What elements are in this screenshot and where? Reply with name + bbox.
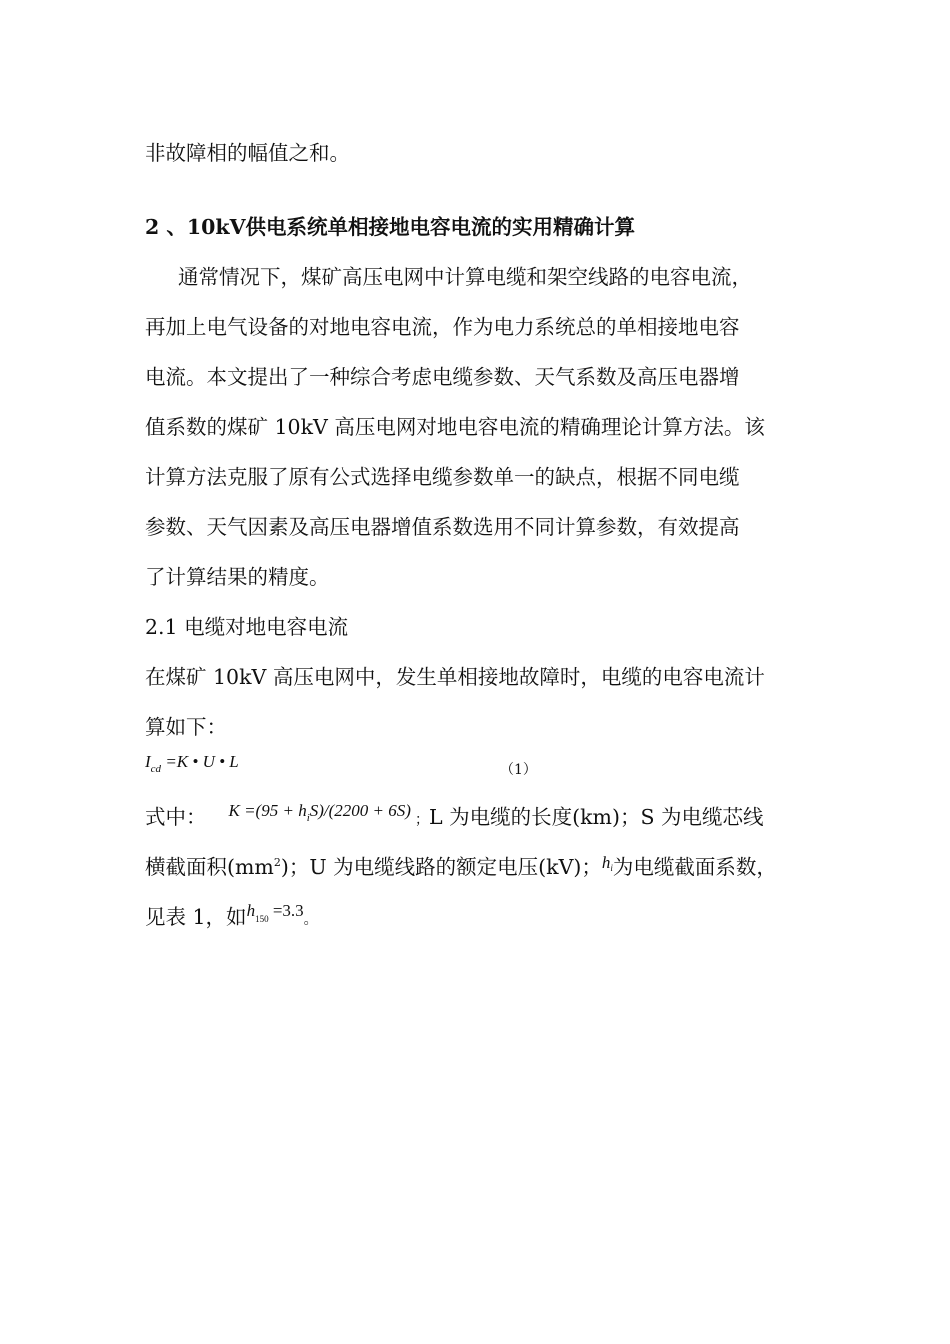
section-heading	[145, 217, 635, 238]
where-line-1	[145, 801, 764, 829]
h150-formula	[246, 901, 304, 924]
k-formula-subscript: i	[306, 812, 310, 824]
where-line-2	[145, 853, 777, 879]
h-symbol	[602, 853, 613, 872]
h150-subscript: 150	[255, 914, 269, 924]
section-number: 2 、	[145, 215, 187, 239]
where-line-3	[145, 901, 318, 929]
intro-line-1: 通常情况下，煤矿高压电网中计算电缆和架空线路的电容电流，	[178, 265, 752, 289]
h-letter: h	[601, 853, 611, 872]
intro-line-4: 值系数的煤矿 10kV 高压电网对地电容电流的精确理论计算方法。该	[145, 415, 765, 439]
subsection-number: 2.1	[145, 615, 178, 639]
equation-rhs: =K • U • L	[165, 752, 239, 771]
equation-lhs-subscript: cd	[150, 763, 162, 775]
equation-number: （1）	[500, 762, 537, 778]
para2-line-2: 算如下：	[145, 715, 227, 739]
area-superscript: 2	[273, 856, 281, 869]
intro-line-2: 再加上电气设备的对地电容电流，作为电力系统总的单相接地电容	[145, 315, 740, 339]
line-end-period: 。	[303, 912, 318, 928]
h-subscript: i	[610, 863, 613, 873]
voltage-text: )；U 为电缆线路的额定电压(kV)；	[280, 855, 602, 879]
subsection-title: 电缆对地电容电流	[184, 615, 349, 639]
where-text-1: L 为电缆的长度(km)；S 为电缆芯线	[428, 805, 764, 829]
k-formula-head: K =(95 + h	[228, 801, 307, 820]
para2-line-1: 在煤矿 10kV 高压电网中，发生单相接地故障时，电缆的电容电流计	[145, 665, 765, 689]
section-title: 10kV供电系统单相接地电容电流的实用精确计算	[186, 215, 636, 239]
intro-line-7: 了计算结果的精度。	[145, 565, 330, 589]
table-ref-text: 见表 1，如	[145, 905, 247, 929]
intro-line-6: 参数、天气因素及高压电器增值系数选用不同计算参数，有效提高	[145, 515, 740, 539]
k-formula	[228, 801, 411, 824]
h150-value: =3.3	[272, 901, 304, 920]
equation-1	[145, 752, 239, 775]
k-formula-tail: S)/(2200 + 6S)	[309, 801, 411, 820]
where-prefix: 式中：	[145, 805, 207, 829]
subsection-heading	[145, 617, 348, 638]
h150-letter: h	[246, 901, 256, 920]
paragraph-tail: 非故障相的幅值之和。	[145, 141, 350, 165]
intro-line-3: 电流。本文提出了一种综合考虑电缆参数、天气系数及高压电器增	[145, 365, 740, 389]
intro-line-5: 计算方法克服了原有公式选择电缆参数单一的缺点，根据不同电缆	[145, 465, 740, 489]
section-coefficient-text: 为电缆截面系数，	[612, 855, 777, 879]
where-separator: ；	[414, 812, 429, 828]
area-text: 横截面积(mm	[145, 855, 274, 879]
equation-lhs: I	[145, 752, 151, 771]
